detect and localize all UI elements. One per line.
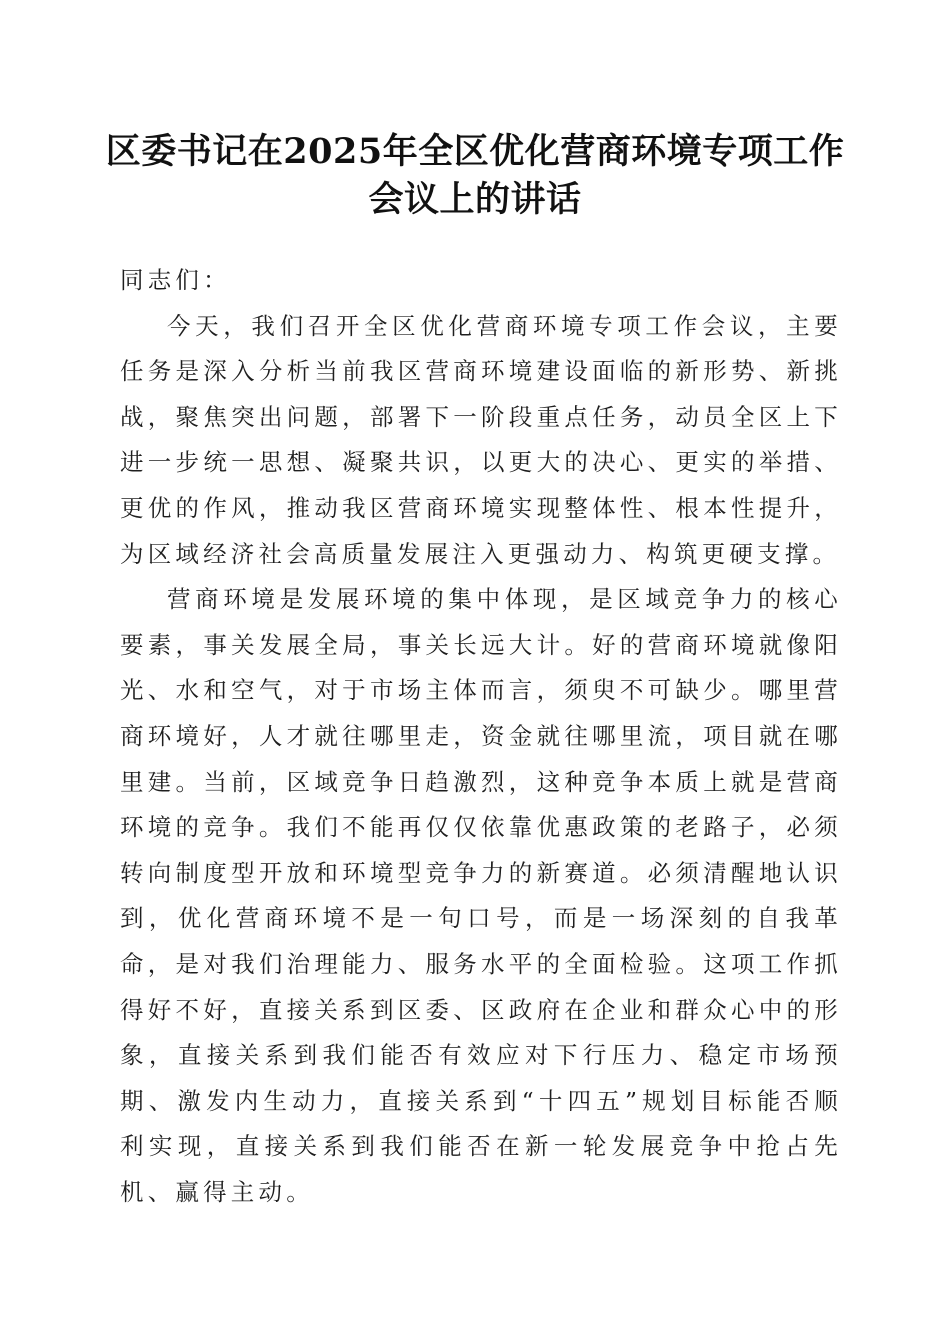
salutation: 同志们： [120,266,231,294]
paragraph-2: 营商环境是发展环境的集中体现，是区域竞争力的核心要素，事关发展全局，事关长远大计。好的营商环境就像阳光、水和空气，对于市场主体而言，须臾不可缺少。哪里营商环境好，人才就往哪里走，资金就往哪里流，项目就在哪里建。当前，区域竞争日趋激烈，这种竞争本质上就是营商环境的竞争。我们不能再仅仅依靠优惠政策的老路子，必须转向制度型开放和环境型竞争力的新赛道。必须清醒地认识到，优化营商环境不是一句口号，而是一场深刻的自我革命，是对我们治理能力、服务水平的全面检验。这项工作抓得好不好，直接关系到区委、区政府在企业和群众心中的形象，直接关系到我们能否有效应对下行压力、稳定市场预期、激发内生动力，直接关系到“十四五”规划目标能否顺利实现，直接关系到我们能否在新一轮发展竞争中抢占先机、赢得主动。 [120,585,842,1206]
document-body [120,258,842,1215]
paragraph-1: 今天，我们召开全区优化营商环境专项工作会议，主要任务是深入分析当前我区营商环境建设面临的新形势、新挑战，聚焦突出问题，部署下一阶段重点任务，动员全区上下进一步统一思想、凝聚共识，以更大的决心、更实的举措、更优的作风，推动我区营商环境实现整体性、根本性提升，为区域经济社会高质量发展注入更强动力、构筑更硬支撑。 [120,311,842,568]
document-title: 区委书记在2025年全区优化营商环境专项工作会议上的讲话 [105,131,845,220]
